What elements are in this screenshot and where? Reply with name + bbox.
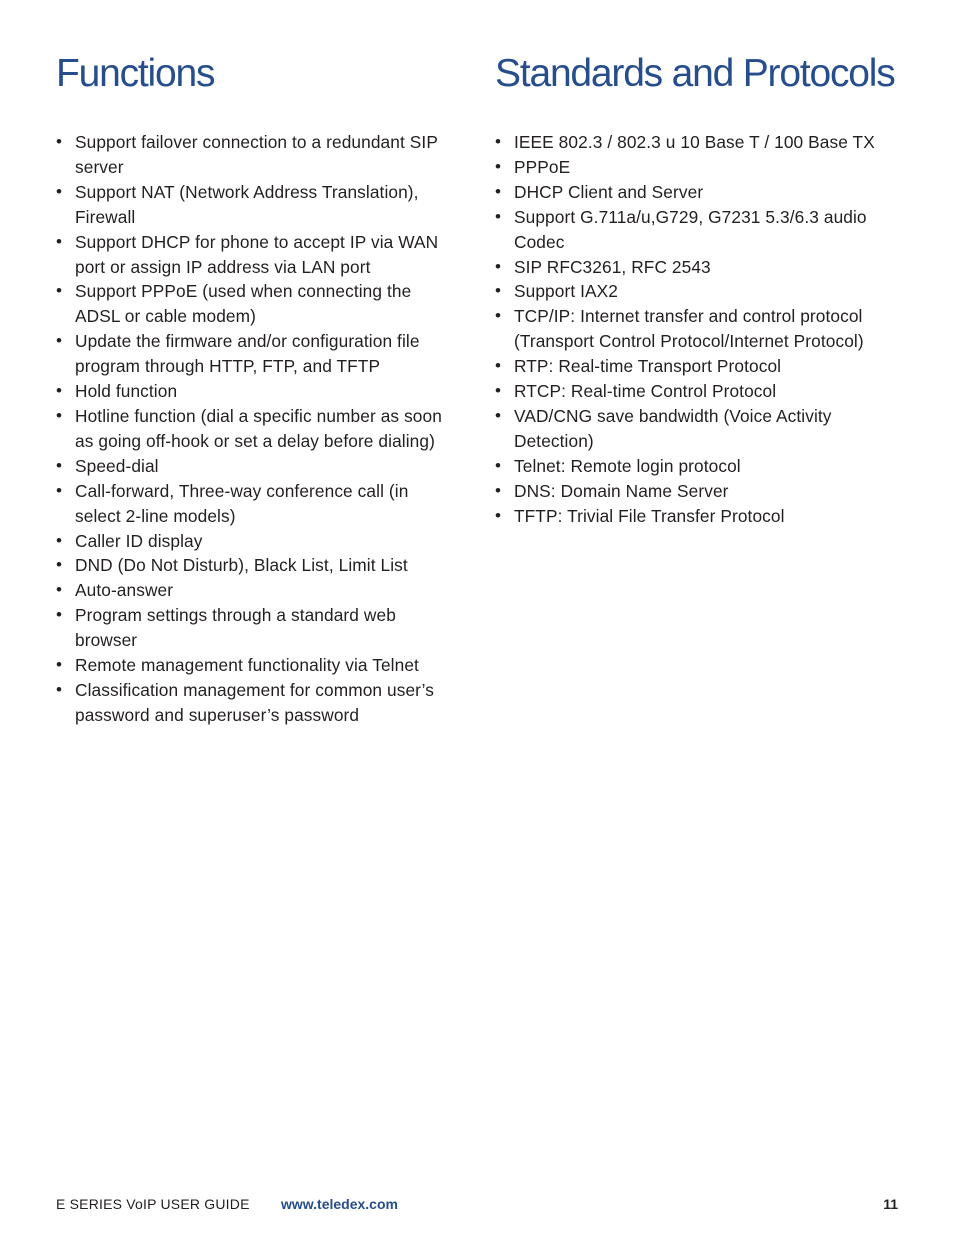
list-item-text: SIP RFC3261, RFC 2543 xyxy=(514,256,711,277)
list-item xyxy=(495,454,915,479)
list-item xyxy=(56,529,458,554)
bullet-icon: • xyxy=(495,181,502,201)
bullet-icon: • xyxy=(495,206,502,226)
bullet-icon: • xyxy=(56,679,63,699)
list-item xyxy=(56,404,458,454)
list-item-text: Hotline function (dial a specific number as soon as going off-hook or set a delay before dialing) xyxy=(75,405,442,451)
bullet-icon: • xyxy=(56,605,63,625)
bullet-icon: • xyxy=(56,455,63,475)
list-item-text: Classification management for common user’s password and superuser’s password xyxy=(75,679,435,725)
list-item xyxy=(495,205,915,255)
list-item xyxy=(56,553,458,578)
list-item xyxy=(56,329,458,379)
list-item-text: Program settings through a standard web browser xyxy=(75,605,396,651)
bullet-icon: • xyxy=(495,156,502,176)
list-item xyxy=(56,230,458,280)
bullet-icon: • xyxy=(56,655,63,675)
list-item-text: Support failover connection to a redundant SIP server xyxy=(75,132,438,177)
list-item xyxy=(56,379,458,404)
list-item xyxy=(56,180,458,230)
bullet-icon: • xyxy=(56,555,63,575)
list-item-text: Update the firmware and/or configuration file program through HTTP, FTP, and TFTP xyxy=(75,331,420,377)
list-item-text: Call-forward, Three-way conference call (in select 2-line models) xyxy=(75,480,409,526)
list-item-text: PPPoE xyxy=(514,156,571,177)
list-item xyxy=(56,279,458,329)
list-item xyxy=(56,479,458,529)
list-item xyxy=(495,255,915,280)
bullet-icon: • xyxy=(495,480,502,500)
bullet-icon: • xyxy=(495,132,502,151)
footer-website-link[interactable]: www.teledex.com xyxy=(281,1196,398,1212)
bullet-icon: • xyxy=(56,580,63,600)
list-item-text: DNS: Domain Name Server xyxy=(514,480,729,501)
bullet-icon: • xyxy=(495,455,502,475)
list-item xyxy=(56,678,458,728)
list-item xyxy=(495,404,915,454)
bullet-icon: • xyxy=(56,181,63,201)
bullet-icon: • xyxy=(56,480,63,500)
list-item xyxy=(495,304,915,354)
page-number: 11 xyxy=(883,1196,898,1212)
list-item-text: VAD/CNG save bandwidth (Voice Activity Detection) xyxy=(514,405,832,451)
list-item-text: TCP/IP: Internet transfer and control protocol (Transport Control Protocol/Internet Protocol) xyxy=(514,306,864,352)
list-item-text: Caller ID display xyxy=(75,530,203,551)
bullet-icon: • xyxy=(495,381,502,401)
list-item-text: Support PPPoE (used when connecting the ADSL or cable modem) xyxy=(75,281,412,327)
list-item xyxy=(495,155,915,180)
list-item-text: TFTP: Trivial File Transfer Protocol xyxy=(514,505,785,526)
bullet-icon: • xyxy=(495,405,502,425)
functions-heading: Functions xyxy=(56,52,215,95)
list-item-text: Remote management functionality via Telnet xyxy=(75,655,419,676)
list-item xyxy=(56,653,458,678)
bullet-icon: • xyxy=(56,405,63,425)
bullet-icon: • xyxy=(495,256,502,276)
functions-list xyxy=(56,130,458,728)
list-item-text: RTCP: Real-time Control Protocol xyxy=(514,381,777,402)
list-item-text: DND (Do Not Disturb), Black List, Limit List xyxy=(75,555,408,576)
footer-guide-title: E SERIES VoIP USER GUIDE xyxy=(56,1196,250,1212)
list-item xyxy=(495,354,915,379)
list-item xyxy=(56,578,458,603)
list-item xyxy=(495,130,915,155)
bullet-icon: • xyxy=(495,505,502,525)
standards-list xyxy=(495,130,915,529)
bullet-icon: • xyxy=(56,132,63,151)
list-item-text: Speed-dial xyxy=(75,455,159,476)
standards-section xyxy=(495,52,915,526)
list-item-text: Support G.711a/u,G729, G7231 5.3/6.3 audio Codec xyxy=(514,206,867,252)
list-item xyxy=(495,180,915,205)
list-item-text: Support NAT (Network Address Translation), Firewall xyxy=(75,181,419,227)
list-item-text: IEEE 802.3 / 802.3 u 10 Base T / 100 Base TX xyxy=(514,132,875,152)
list-item-text: Support IAX2 xyxy=(514,281,618,302)
bullet-icon: • xyxy=(495,306,502,326)
list-item xyxy=(495,279,915,304)
list-item-text: Support DHCP for phone to accept IP via WAN port or assign IP address via LAN port xyxy=(75,231,439,277)
bullet-icon: • xyxy=(495,356,502,376)
bullet-icon: • xyxy=(56,231,63,251)
functions-section xyxy=(56,52,458,725)
list-item-text: Auto-answer xyxy=(75,580,174,601)
list-item-text: RTP: Real-time Transport Protocol xyxy=(514,356,782,377)
bullet-icon: • xyxy=(56,381,63,401)
list-item xyxy=(56,603,458,653)
list-item xyxy=(495,479,915,504)
list-item xyxy=(495,504,915,529)
list-item-text: DHCP Client and Server xyxy=(514,181,704,202)
standards-heading: Standards and Protocols xyxy=(495,52,895,95)
list-item-text: Hold function xyxy=(75,381,178,402)
page-footer xyxy=(56,1193,898,1215)
bullet-icon: • xyxy=(56,331,63,351)
list-item xyxy=(56,130,458,180)
bullet-icon: • xyxy=(56,530,63,550)
bullet-icon: • xyxy=(495,281,502,301)
list-item-text: Telnet: Remote login protocol xyxy=(514,455,741,476)
list-item xyxy=(56,454,458,479)
bullet-icon: • xyxy=(56,281,63,301)
list-item xyxy=(495,379,915,404)
